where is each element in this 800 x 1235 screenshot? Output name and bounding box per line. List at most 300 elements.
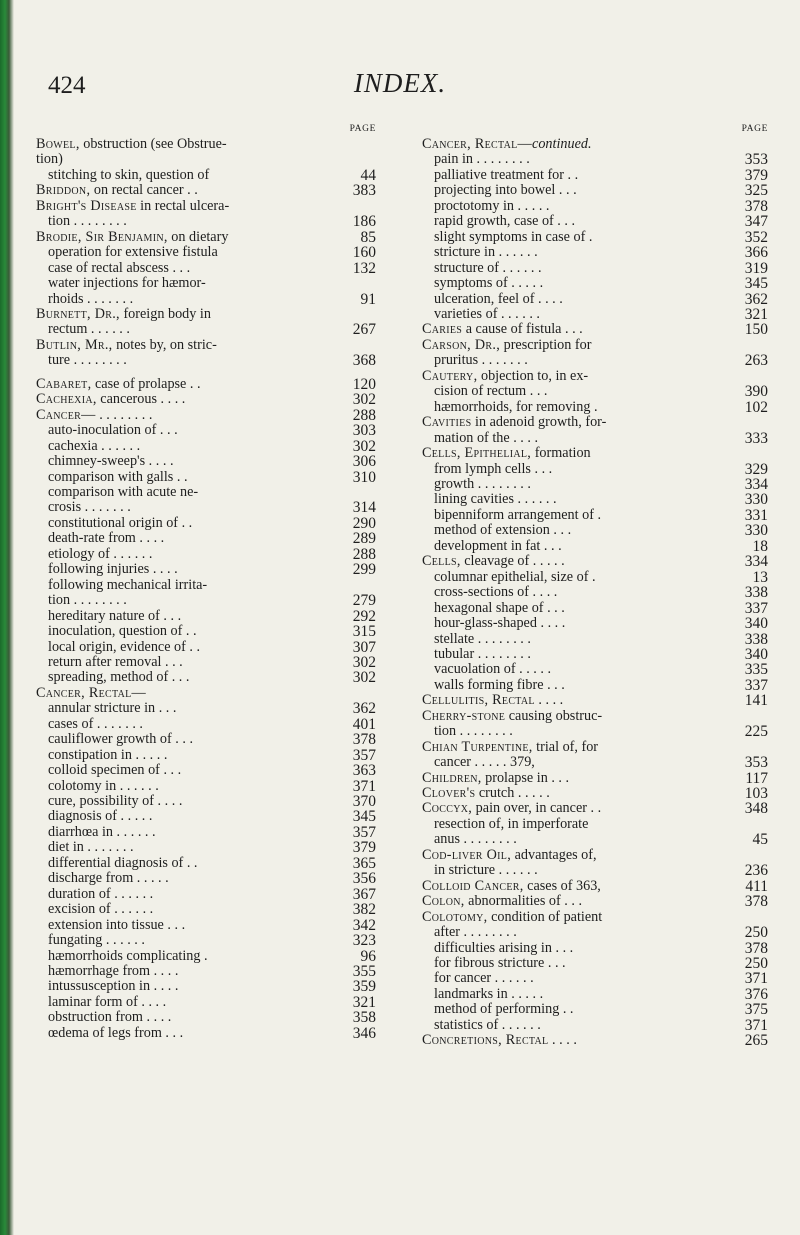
page-header (0, 64, 800, 104)
index-entry (422, 137, 768, 152)
entry-text: intussusception in . . . . (48, 978, 179, 995)
index-entry (36, 392, 376, 407)
index-entry (36, 995, 376, 1010)
entry-text: diet in . . . . . . . (48, 839, 134, 856)
entry-page-number: 368 (352, 352, 376, 370)
entry-heading: Cavities (422, 414, 472, 431)
entry-page-number: 160 (352, 244, 376, 262)
entry-page-number: 342 (352, 916, 376, 934)
entry-text: vacuolation of . . . . . (434, 661, 552, 678)
entry-text: constipation in . . . . . (48, 746, 168, 763)
index-entry (36, 624, 376, 639)
entry-page-number: 250 (744, 955, 768, 973)
entry-page-number: 290 (352, 514, 376, 532)
entry-text: discharge from . . . . . (48, 870, 169, 887)
entry-text: laminar form of . . . . (48, 993, 167, 1010)
entry-text: cases of . . . . . . . (48, 715, 143, 732)
entry-text: pain over, in cancer . . (472, 800, 602, 817)
entry-text: proctotomy in . . . . . (434, 197, 550, 214)
entry-heading: Cautery, (422, 367, 478, 384)
entry-text: pain in . . . . . . . . (434, 151, 530, 168)
entry-text: lining cavities . . . . . . (434, 491, 557, 508)
entry-text: local origin, evidence of . . (48, 638, 201, 655)
entry-page-number: 358 (352, 1009, 376, 1027)
entry-page-number: 390 (744, 383, 768, 401)
index-entry (36, 230, 376, 245)
entry-text: . . . . (534, 692, 564, 709)
index-entry (422, 245, 768, 260)
entry-page-number: 321 (744, 305, 768, 323)
entry-text: comparison with acute ne- (48, 483, 199, 500)
entry-text: in stricture . . . . . . (434, 862, 538, 879)
running-title: INDEX. (353, 68, 447, 98)
index-entry (422, 894, 768, 909)
entry-page-number: 371 (352, 777, 376, 795)
entry-text: hour-glass-shaped . . . . (434, 615, 566, 632)
index-entry (36, 887, 376, 902)
index-entry (422, 415, 768, 430)
index-column-left (36, 123, 376, 1041)
index-entry (36, 1026, 376, 1041)
index-entry (422, 1018, 768, 1033)
entry-page-number: 353 (744, 151, 768, 169)
entry-heading: Children, (422, 769, 482, 786)
entry-page-number: 141 (744, 692, 768, 710)
index-entry (36, 840, 376, 855)
entry-page-number: 302 (352, 669, 376, 687)
entry-page-number: 363 (352, 762, 376, 780)
index-entry (36, 609, 376, 624)
index-entry (36, 809, 376, 824)
entry-text: hæmorrhoids, for removing . (434, 398, 598, 415)
entry-text: cachexia . . . . . . (48, 437, 141, 454)
entry-page-number: 310 (352, 468, 376, 486)
index-entry (36, 292, 376, 307)
page-column-label: PAGE (349, 124, 376, 134)
entry-text: auto-inoculation of . . . (48, 422, 178, 439)
entry-heading: Cherry-stone (422, 707, 506, 724)
entry-text: on rectal cancer . . (90, 182, 198, 199)
entry-page-number: 236 (744, 862, 768, 880)
entry-text: difficulties arising in . . . (434, 939, 574, 956)
entry-page-number: 315 (352, 623, 376, 641)
index-entry (422, 632, 768, 647)
entry-page-number: 347 (744, 213, 768, 231)
entry-page-number: 371 (744, 970, 768, 988)
entry-page-number: 292 (352, 607, 376, 625)
entry-page-number: 250 (744, 924, 768, 942)
index-entry (422, 724, 768, 739)
index-entry (422, 353, 768, 368)
entry-text: stellate . . . . . . . . (434, 630, 531, 647)
entry-page-number: 103 (744, 785, 768, 803)
index-entry (422, 941, 768, 956)
index-entry (36, 214, 376, 229)
entry-text: hæmorrhage from . . . . (48, 963, 179, 980)
entry-text: formation (531, 445, 591, 462)
entry-text: tion . . . . . . . . (434, 723, 513, 740)
entry-heading: Cachexia, (36, 391, 97, 408)
index-entry (36, 979, 376, 994)
index-entry (36, 338, 376, 353)
index-entry (422, 925, 768, 940)
entry-page-number: 132 (352, 259, 376, 277)
index-entry (36, 485, 376, 500)
entry-text: development in fat . . . (434, 537, 562, 554)
entry-page-number: 279 (352, 592, 376, 610)
book-spine-edge (0, 0, 14, 1235)
entry-text: in adenoid growth, for- (471, 414, 607, 431)
entry-heading: Chian Turpentine, (422, 738, 533, 755)
entry-page-number: 321 (352, 993, 376, 1011)
entry-page-number: 335 (744, 661, 768, 679)
entry-page-number: 102 (744, 398, 768, 416)
entry-page-number: 337 (744, 676, 768, 694)
entry-text: etiology of . . . . . . (48, 545, 153, 562)
index-entry (36, 779, 376, 794)
entry-page-number: 337 (744, 599, 768, 617)
index-entry (422, 678, 768, 693)
entry-text: for cancer . . . . . . (434, 970, 534, 987)
entry-text: extension into tissue . . . (48, 916, 186, 933)
entry-text: structure of . . . . . . (434, 259, 542, 276)
entry-page-number: 365 (352, 854, 376, 872)
entry-text: objection to, in ex- (477, 367, 589, 384)
index-entry (36, 423, 376, 438)
entry-text: rectum . . . . . . (48, 321, 130, 338)
entry-heading: Bright's Disease (36, 197, 137, 214)
entry-text: hæmorrhoids complicating . (48, 947, 208, 964)
entry-text: prescription for (500, 336, 592, 353)
entry-page-number: 330 (744, 522, 768, 540)
index-entry (422, 183, 768, 198)
entry-page-number: 378 (744, 893, 768, 911)
entry-text: œdema of legs from . . . (48, 1024, 184, 1041)
entry-text: case of prolapse . . (91, 375, 201, 392)
entry-page-number: 355 (352, 963, 376, 981)
entry-page-number: 303 (352, 422, 376, 440)
index-entry (422, 261, 768, 276)
index-entry (36, 408, 376, 423)
entry-heading: Brodie, Sir Benjamin, (36, 228, 168, 245)
index-entry (36, 655, 376, 670)
entry-page-number: 307 (352, 638, 376, 656)
entry-text: hereditary nature of . . . (48, 607, 182, 624)
page-column-label: PAGE (741, 124, 768, 134)
index-entry (36, 470, 376, 485)
entry-text: rhoids . . . . . . . (48, 290, 134, 307)
entry-heading: Colon, (422, 893, 465, 910)
index-entry (36, 640, 376, 655)
entry-page-number: 345 (352, 808, 376, 826)
index-entry (422, 322, 768, 337)
entry-page-number: 302 (352, 653, 376, 671)
entry-text: crosis . . . . . . . (48, 499, 131, 516)
entry-page-number: 330 (744, 491, 768, 509)
index-entry (36, 454, 376, 469)
index-entry (36, 902, 376, 917)
index-entry (422, 539, 768, 554)
entry-page-number: 367 (352, 885, 376, 903)
entry-page-number: 353 (744, 754, 768, 772)
index-entry (36, 593, 376, 608)
index-entry (422, 523, 768, 538)
entry-page-number: 340 (744, 645, 768, 663)
entry-page-number: 346 (352, 1024, 376, 1042)
entry-text: statistics of . . . . . . (434, 1016, 541, 1033)
index-entry (422, 616, 768, 631)
entry-heading: Clover's (422, 785, 476, 802)
entry-heading: Briddon, (36, 182, 91, 199)
entry-text: prolapse in . . . (481, 769, 570, 786)
index-entry (422, 492, 768, 507)
index-column-right (422, 123, 768, 1049)
entry-text: cross-sections of . . . . (434, 584, 558, 601)
entry-text: walls forming fibre . . . (434, 676, 565, 693)
index-entry (36, 377, 376, 392)
entry-text: tion . . . . . . . . (48, 592, 127, 609)
index-entry (422, 647, 768, 662)
entry-text: diagnosis of . . . . . (48, 808, 153, 825)
index-entry (422, 214, 768, 229)
entry-page-number: 117 (745, 769, 768, 787)
entry-text: comparison with galls . . (48, 468, 188, 485)
entry-text: following mechanical irrita- (48, 576, 208, 593)
index-entry (36, 686, 376, 701)
entry-text: a cause of fistula . . . (462, 321, 583, 338)
entry-page-number: 376 (744, 985, 768, 1003)
entry-page-number: 370 (352, 793, 376, 811)
index-entry (422, 693, 768, 708)
entry-text: diarrhœa in . . . . . . (48, 823, 156, 840)
entry-text: landmarks in . . . . . (434, 985, 544, 1002)
entry-page-number: 319 (744, 259, 768, 277)
entry-page-number: 366 (744, 244, 768, 262)
index-entry (422, 786, 768, 801)
entry-text: projecting into bowel . . . (434, 182, 577, 199)
entry-text: cancer . . . . . 379, (434, 754, 535, 771)
entry-page-number: 186 (352, 213, 376, 231)
entry-page-number: 302 (352, 391, 376, 409)
entry-heading: Colloid Cancer, (422, 877, 524, 894)
entry-page-number: 383 (352, 182, 376, 200)
index-entry (422, 709, 768, 724)
entry-page-number: 357 (352, 823, 376, 841)
index-entry (422, 152, 768, 167)
entry-page-number: 362 (744, 290, 768, 308)
entry-page-number: 334 (744, 553, 768, 571)
entry-page-number: 96 (360, 947, 376, 965)
entry-text: columnar epithelial, size of . (434, 568, 596, 585)
index-entry (422, 740, 768, 755)
index-entry (422, 1033, 768, 1048)
entry-text: water injections for hæmor- (48, 275, 206, 292)
entry-text: advantages of, (511, 846, 597, 863)
entry-text: for fibrous stricture . . . (434, 955, 566, 972)
entry-text: case of rectal abscess . . . (48, 259, 191, 276)
entry-heading: Cells, Epithelial, (422, 445, 532, 462)
entry-page-number: 267 (352, 321, 376, 339)
entry-text: chimney-sweep's . . . . (48, 453, 174, 470)
index-entry (36, 748, 376, 763)
entry-heading: Cells, (422, 553, 461, 570)
entry-heading: Cellulitis, Rectal (422, 692, 535, 709)
entry-page-number: 306 (352, 453, 376, 471)
entry-text: bipenniform arrangement of . (434, 506, 602, 523)
index-entry (422, 384, 768, 399)
entry-text: slight symptoms in case of . (434, 228, 593, 245)
entry-text: causing obstruc- (505, 707, 603, 724)
index-entry (422, 462, 768, 477)
entry-page-number: 13 (752, 568, 768, 586)
entry-heading: Cancer, Rectal— (36, 684, 147, 701)
entry-page-number: 91 (360, 290, 376, 308)
entry-page-number: 329 (744, 460, 768, 478)
index-entry (36, 183, 376, 198)
entry-text: varieties of . . . . . . (434, 305, 540, 322)
index-entry (422, 771, 768, 786)
index-entry (422, 338, 768, 353)
index-entry (422, 369, 768, 384)
entry-page-number: 401 (352, 715, 376, 733)
entry-text: cleavage of . . . . . (460, 553, 565, 570)
index-entry (36, 531, 376, 546)
entry-page-number: 352 (744, 228, 768, 246)
index-entry (422, 431, 768, 446)
entry-page-number: 411 (745, 877, 768, 895)
index-entry (422, 987, 768, 1002)
index-entry (422, 755, 768, 770)
index-entry (36, 168, 376, 183)
entry-text: abnormalities of . . . (464, 893, 583, 910)
entry-text: tion . . . . . . . . (48, 213, 127, 230)
index-entry (36, 717, 376, 732)
entry-text: stitching to skin, question of (48, 166, 210, 183)
index-entry (36, 871, 376, 886)
entry-text: notes by, on stric- (112, 336, 217, 353)
entry-text: following injuries . . . . (48, 561, 178, 578)
index-entry (36, 825, 376, 840)
index-entry (36, 732, 376, 747)
entry-heading: Caries (422, 321, 463, 338)
index-entry (422, 508, 768, 523)
index-entry (422, 307, 768, 322)
entry-page-number: 356 (352, 870, 376, 888)
entry-text: cancerous . . . . (96, 391, 186, 408)
entry-heading: Carson, Dr., (422, 336, 501, 353)
entry-text: symptoms of . . . . . (434, 275, 544, 292)
entry-text: ulceration, feel of . . . . (434, 290, 563, 307)
entry-page-number: 362 (352, 700, 376, 718)
index-entry (36, 856, 376, 871)
index-entry (422, 199, 768, 214)
entry-text: return after removal . . . (48, 653, 183, 670)
entry-text: fungating . . . . . . (48, 932, 145, 949)
entry-heading: Coccyx, (422, 800, 473, 817)
index-entry (36, 353, 376, 368)
index-entry (422, 446, 768, 461)
index-entry (422, 863, 768, 878)
entry-page-number: 265 (744, 1032, 768, 1050)
entry-text: stricture in . . . . . . (434, 244, 538, 261)
index-entry (36, 918, 376, 933)
entry-page-number: 289 (352, 530, 376, 548)
index-entry (36, 152, 376, 167)
entry-text: tion) (36, 151, 63, 168)
index-entry (422, 477, 768, 492)
entry-text: cauliflower growth of . . . (48, 731, 193, 748)
index-entry (422, 601, 768, 616)
entry-text: constitutional origin of . . (48, 514, 193, 531)
index-entry (422, 276, 768, 291)
entry-page-number: 333 (744, 429, 768, 447)
entry-text: after . . . . . . . . (434, 924, 517, 941)
entry-text: differential diagnosis of . . (48, 854, 198, 871)
entry-text: hexagonal shape of . . . (434, 599, 565, 616)
entry-page-number: 150 (744, 321, 768, 339)
entry-page-number: 85 (360, 228, 376, 246)
index-entry (422, 832, 768, 847)
entry-heading: Cancer, Rectal— (422, 136, 533, 152)
entry-page-number: 379 (744, 166, 768, 184)
entry-heading: Colotomy, (422, 908, 488, 925)
entry-text: in rectal ulcera- (136, 197, 230, 214)
entry-page-number: 299 (352, 561, 376, 579)
entry-page-number: 382 (352, 901, 376, 919)
entry-page-number: 359 (352, 978, 376, 996)
entry-page-number: 371 (744, 1016, 768, 1034)
index-entry (36, 261, 376, 276)
entry-page-number: 334 (744, 475, 768, 493)
entry-text: obstruction from . . . . (48, 1009, 172, 1026)
index-entry (36, 701, 376, 716)
entry-page-number: 263 (744, 352, 768, 370)
index-entry (36, 794, 376, 809)
entry-text: method of extension . . . (434, 522, 572, 539)
entry-text: duration of . . . . . . (48, 885, 154, 902)
entry-page-number: 44 (360, 166, 376, 184)
index-entry (36, 307, 376, 322)
index-entry (422, 292, 768, 307)
entry-text: cision of rectum . . . (434, 383, 548, 400)
entry-page-number: 340 (744, 615, 768, 633)
entry-heading: Bowel, (36, 136, 80, 152)
index-entry (422, 801, 768, 816)
index-entry (36, 516, 376, 531)
index-entry (422, 168, 768, 183)
entry-text: method of performing . . (434, 1001, 574, 1018)
entry-page-number: 345 (744, 275, 768, 293)
entry-page-number: 338 (744, 584, 768, 602)
entry-text: . . . . (548, 1032, 577, 1049)
index-entry (422, 570, 768, 585)
index-entry (422, 879, 768, 894)
entry-text: foreign body in (119, 305, 211, 322)
entry-text: cure, possibility of . . . . (48, 793, 183, 810)
index-entry (422, 910, 768, 925)
entry-page-number: 323 (352, 932, 376, 950)
index-entry (36, 578, 376, 593)
index-entry (36, 933, 376, 948)
entry-text: obstruction (see Obstrue- (79, 136, 227, 152)
index-entry (36, 500, 376, 515)
entry-text: excision of . . . . . . (48, 901, 154, 918)
entry-heading: Cod-liver Oil, (422, 846, 512, 863)
entry-text: from lymph cells . . . (434, 460, 553, 477)
entry-text: rapid growth, case of . . . (434, 213, 576, 230)
entry-text: trial of, for (532, 738, 599, 755)
entry-text: inoculation, question of . . (48, 623, 197, 640)
